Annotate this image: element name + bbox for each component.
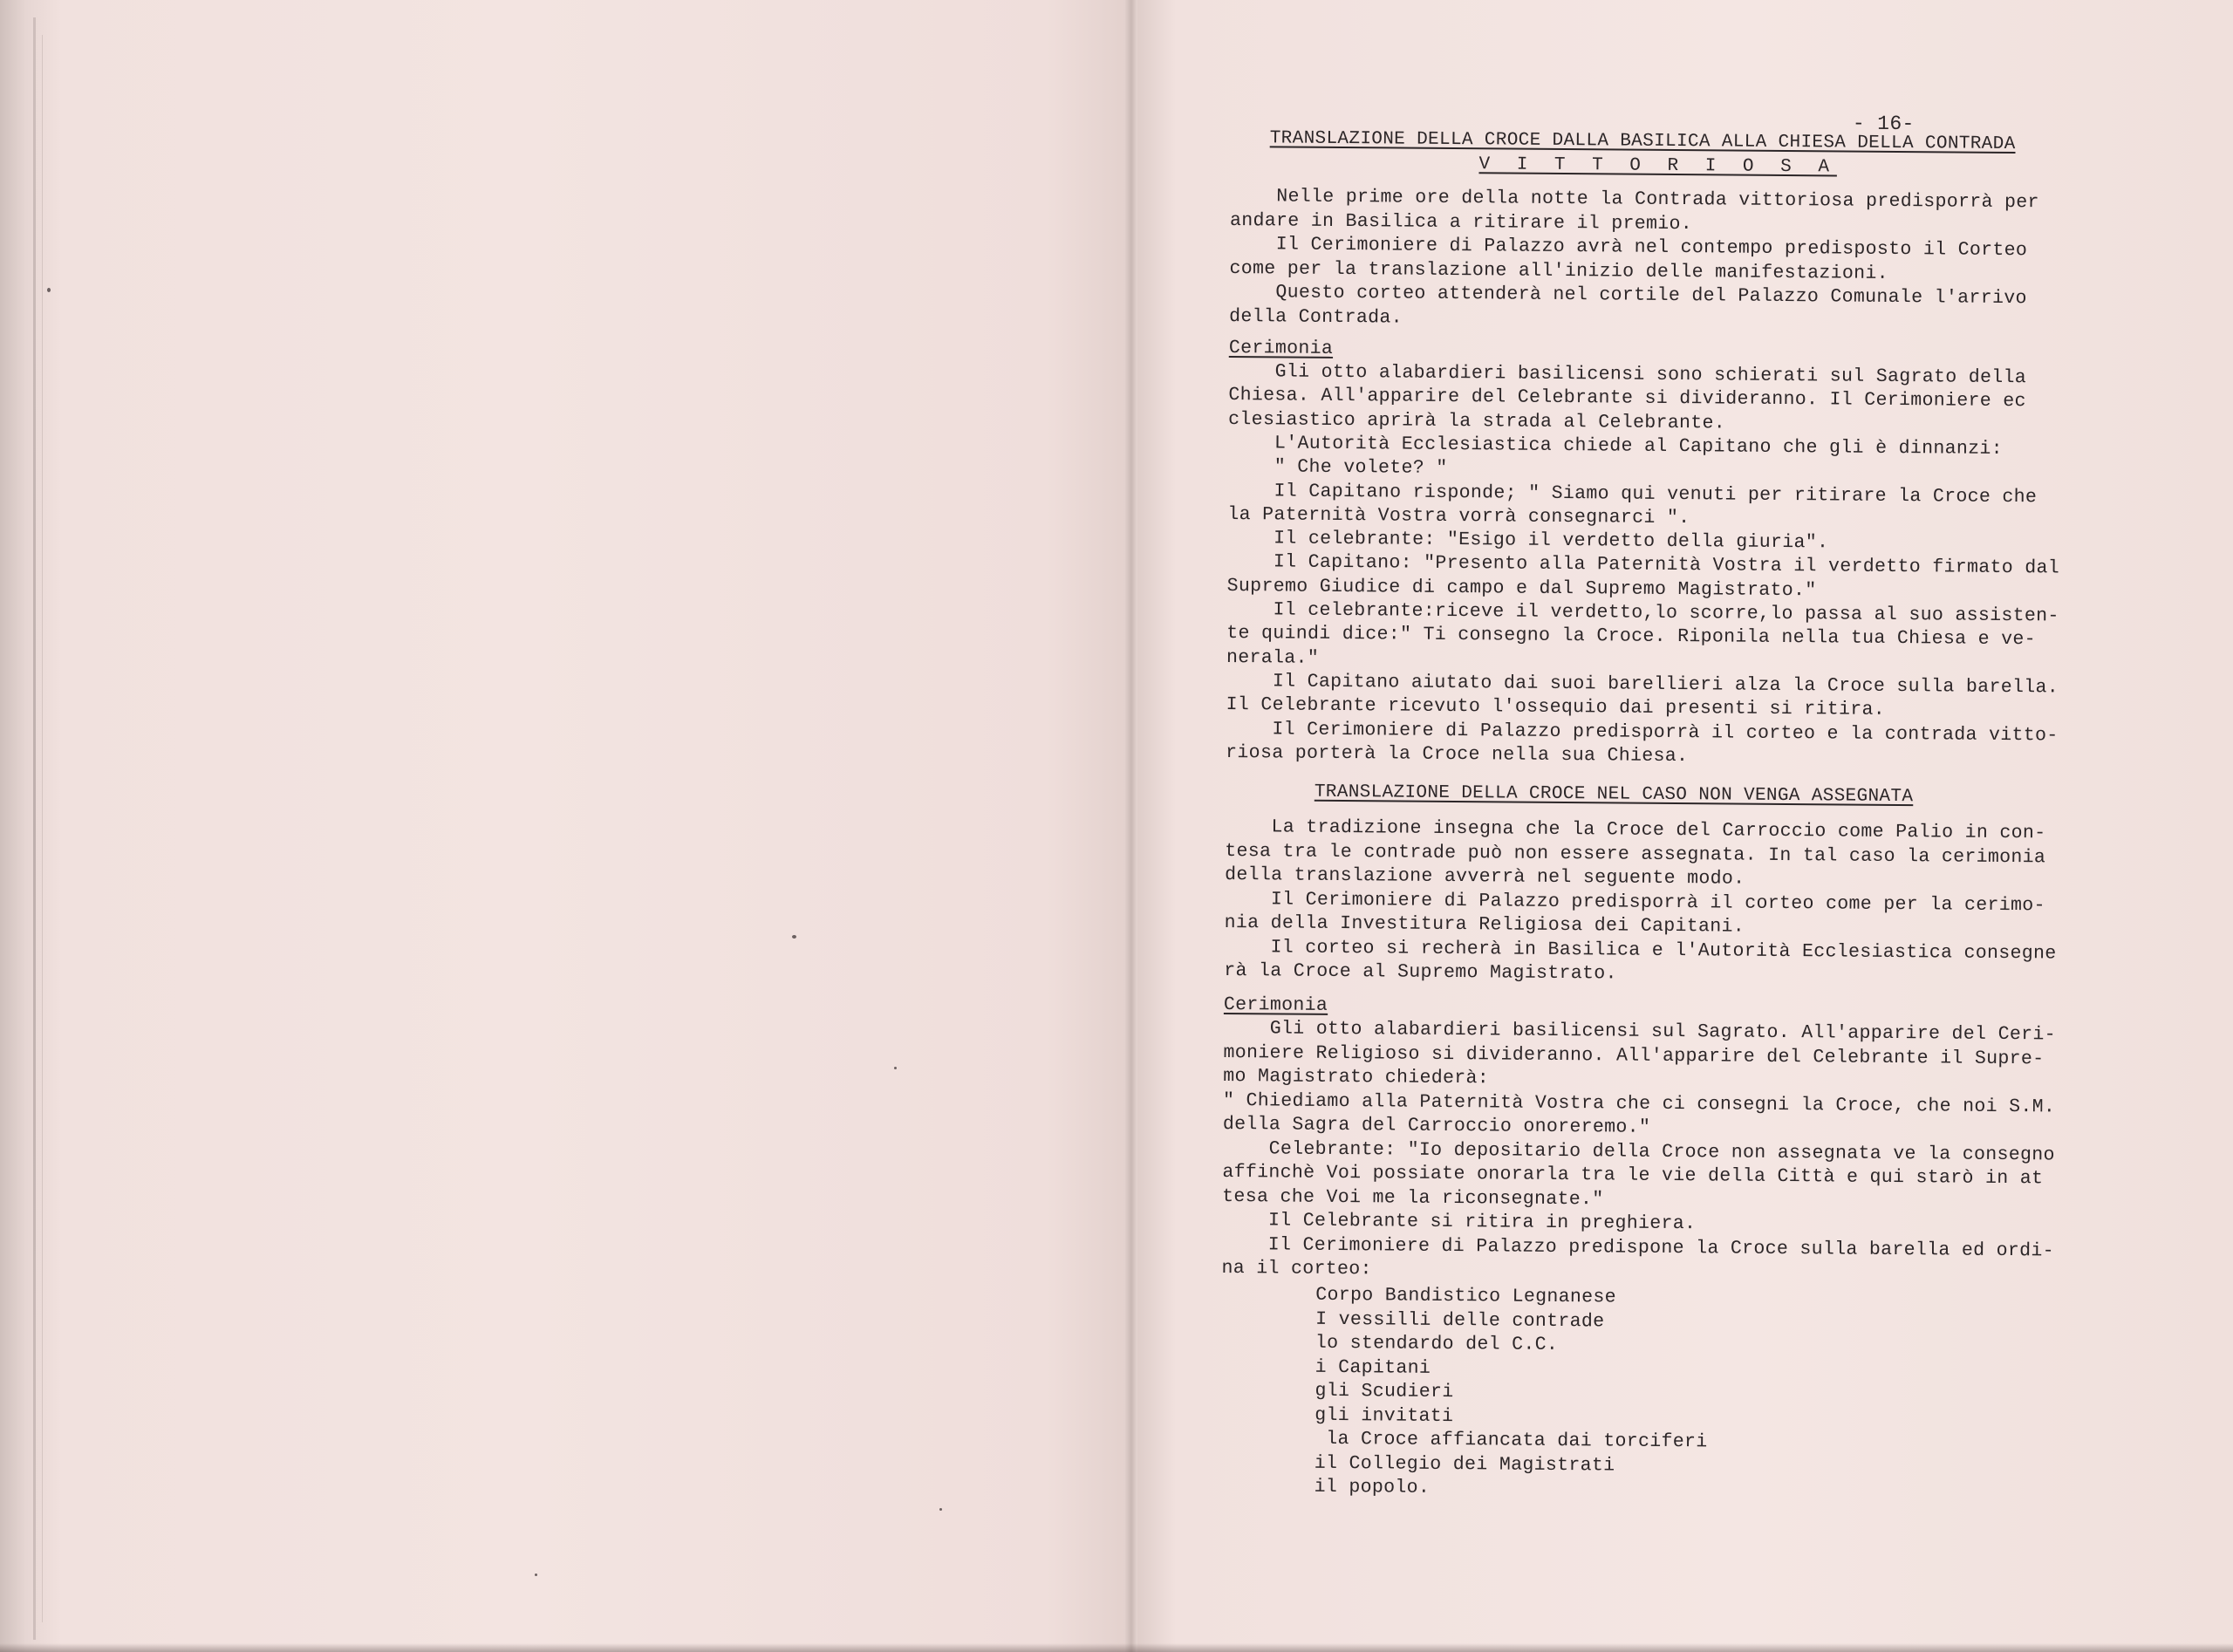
binding-edge-line xyxy=(42,35,43,1622)
text-line: della Sagra del Carroccio onoreremo." xyxy=(1222,1113,1651,1138)
list-item: i Capitani xyxy=(1315,1356,1431,1379)
text-line: Gli otto alabardieri basilicensi sono schierati sul Sagrato della xyxy=(1228,360,2027,389)
text-line: Il Cerimoniere di Palazzo avrà nel contempo predisposto il Corteo xyxy=(1229,233,2028,262)
text-line: " Chiediamo alla Paternità Vostra che ci consegni la Croce, che noi S.M. xyxy=(1222,1089,2056,1117)
list-item: I vessilli delle contrade xyxy=(1315,1308,1605,1332)
page-number: - 16- xyxy=(1852,112,1915,136)
cerimonia-heading-2: Cerimonia xyxy=(1223,993,1328,1016)
text-line: rà la Croce al Supremo Magistrato. xyxy=(1224,959,1617,985)
text-line: Il Capitano aiutato dai suoi barellieri alza la Croce sulla barella. xyxy=(1226,670,2059,699)
text-line: della Contrada. xyxy=(1229,305,1403,329)
paper-speck xyxy=(792,935,796,939)
text-line: Il corteo si recherà in Basilica e l'Autorità Ecclesiastica consegne xyxy=(1224,936,2057,964)
text-line: la Paternità Vostra vorrà consegnarci ". xyxy=(1227,503,1690,529)
text-line: L'Autorità Ecclesiastica chiede al Capitano che gli è dinnanzi: xyxy=(1227,432,2003,460)
text-line: " Che volete? " xyxy=(1227,456,1448,480)
text-line: della translazione avverrà nel seguente modo. xyxy=(1225,864,1745,890)
text-line: riosa porterà la Croce nella sua Chiesa. xyxy=(1226,741,1689,767)
text-line: Nelle prime ore della notte la Contrada vittoriosa predisporrà per xyxy=(1230,185,2039,214)
list-item: gli invitati xyxy=(1315,1404,1454,1427)
text-line: La tradizione insegna che la Croce del Carroccio come Palio in con- xyxy=(1225,816,2046,844)
text-line: Gli otto alabardieri basilicensi sul Sagrato. All'apparire del Ceri- xyxy=(1223,1017,2056,1046)
page-bottom-shadow xyxy=(0,1643,2233,1652)
list-item: il popolo. xyxy=(1314,1476,1431,1498)
paper-speck xyxy=(894,1067,897,1069)
cerimonia-heading: Cerimonia xyxy=(1228,337,1334,359)
text-line: moniere Religioso si divideranno. All'apparire del Celebrante il Supre- xyxy=(1223,1041,2045,1069)
text-line: Questo corteo attenderà nel cortile del Palazzo Comunale l'arrivo xyxy=(1229,281,2027,310)
text-line: te quindi dice:" Ti consegno la Croce. Riponila nella tua Chiesa e ve- xyxy=(1226,623,2037,651)
list-item: Corpo Bandistico Legnanese xyxy=(1315,1284,1616,1308)
text-line: Il celebrante: "Esigo il verdetto della giuria". xyxy=(1227,528,1829,554)
text-line: tesa tra le contrade può non essere assegnata. In tal caso la cerimonia xyxy=(1225,840,2046,868)
list-item: gli Scudieri xyxy=(1315,1380,1454,1403)
list-item: lo stendardo del C.C. xyxy=(1315,1332,1559,1355)
text-line: na il corteo: xyxy=(1221,1257,1372,1280)
text-line: Chiesa. All'apparire del Celebrante si divideranno. Il Cerimoniere ec xyxy=(1228,385,2026,413)
text-line: nerala." xyxy=(1226,646,1320,669)
text-line: affinchè Voi possiate onorarla tra le vie della Città e qui starò in at xyxy=(1222,1161,2044,1190)
paper-speck xyxy=(939,1508,942,1511)
text-line: Supremo Giudice di campo e dal Supremo Magistrato." xyxy=(1226,575,1817,601)
paper-speck xyxy=(535,1573,537,1576)
text-line: Il Celebrante ricevuto l'ossequio dai presenti si ritira. xyxy=(1226,694,1886,721)
paper-speck xyxy=(47,288,51,292)
list-item: il Collegio dei Magistrati xyxy=(1314,1452,1615,1477)
text-line: tesa che Voi me la riconsegnate." xyxy=(1222,1185,1604,1210)
text-line: andare in Basilica a ritirare il premio. xyxy=(1229,209,1693,235)
list-item: la Croce affiancata dai torciferi xyxy=(1314,1428,1708,1453)
section-heading-non-assegnata: TRANSLAZIONE DELLA CROCE NEL CASO NON VENGA ASSEGNATA xyxy=(1314,782,1914,808)
text-line: nia della Investitura Religiosa dei Capitani. xyxy=(1224,911,1745,938)
text-line: Il celebrante:riceve il verdetto,lo scorre,lo passa al suo assisten- xyxy=(1226,598,2059,627)
document-title: TRANSLAZIONE DELLA CROCE DALLA BASILICA ALLA CHIESA DELLA CONTRADA xyxy=(1269,128,2016,155)
book-spine xyxy=(1125,0,1137,1652)
text-line: Celebrante: "Io depositario della Croce non assegnata ve la consegno xyxy=(1222,1137,2055,1165)
text-line: Il Capitano risponde; " Siamo qui venuti per ritirare la Croce che xyxy=(1227,480,2038,508)
text-line: Il Capitano: "Presento alla Paternità Vostra il verdetto firmato dal xyxy=(1226,551,2060,579)
text-line: Il Cerimoniere di Palazzo predisporrà il corteo come per la cerimo- xyxy=(1224,888,2045,916)
text-line: clesiastico aprirà la strada al Celebrante. xyxy=(1228,408,1726,434)
text-line: Il Cerimoniere di Palazzo predisporrà il corteo e la contrada vitto- xyxy=(1226,718,2059,746)
text-line: mo Magistrato chiederà: xyxy=(1223,1065,1490,1089)
text-line: come per la translazione all'inizio delle manifestazioni. xyxy=(1229,257,1889,284)
text-line: Il Celebrante si ritira in preghiera. xyxy=(1221,1209,1697,1235)
binding-edge xyxy=(33,17,36,1640)
document-title-line2: V I T T O R I O S A xyxy=(1478,154,1838,178)
text-line: Il Cerimoniere di Palazzo predispone la Croce sulla barella ed ordi- xyxy=(1221,1233,2055,1261)
